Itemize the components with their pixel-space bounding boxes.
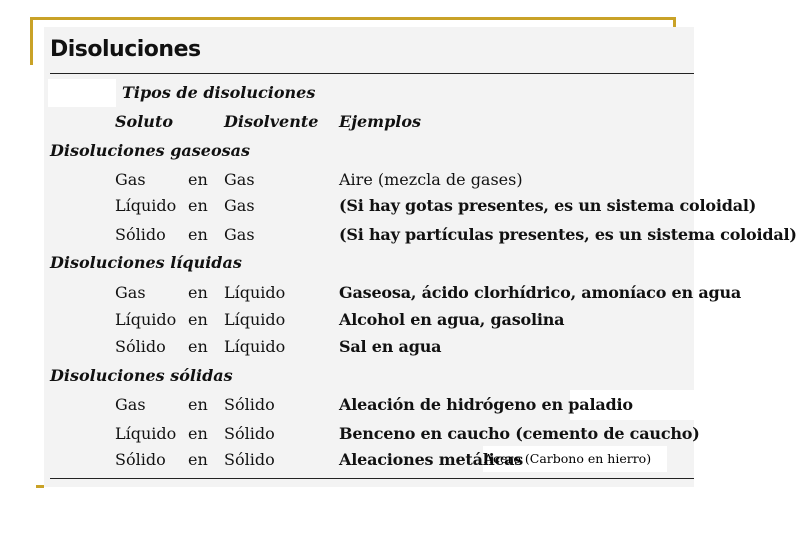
header-disolvente: Disolvente: [224, 112, 319, 131]
cell-soluto: Gas: [115, 170, 146, 189]
section-title: Disoluciones líquidas: [50, 253, 242, 272]
cell-disolvente: Sólido: [224, 450, 275, 469]
cell-soluto: Sólido: [115, 337, 166, 356]
cell-disolvente: Sólido: [224, 424, 275, 443]
cell-disolvente: Líquido: [224, 310, 286, 329]
cell-ejemplo: Sal en agua: [339, 337, 442, 356]
header-ejemplos: Ejemplos: [339, 112, 422, 131]
table-caption: Tipos de disoluciones: [122, 83, 316, 102]
cell-soluto: Gas: [115, 395, 146, 414]
header-soluto: Soluto: [115, 112, 173, 131]
cell-disolvente: Gas: [224, 225, 255, 244]
scan-blank-area: [48, 79, 116, 107]
cell-soluto: Sólido: [115, 225, 166, 244]
cell-ejemplo: (Si hay partículas presentes, es un sistema coloidal): [339, 225, 797, 244]
cell-soluto: Líquido: [115, 310, 177, 329]
cell-en: en: [188, 225, 208, 244]
cell-en: en: [188, 337, 208, 356]
cell-disolvente: Sólido: [224, 395, 275, 414]
section-title: Disoluciones sólidas: [50, 366, 233, 385]
cell-disolvente: Líquido: [224, 283, 286, 302]
cell-ejemplo: Alcohol en agua, gasolina: [339, 310, 565, 329]
section-title: Disoluciones gaseosas: [50, 141, 251, 160]
cell-ejemplo: Aleación de hidrógeno en paladio: [339, 395, 633, 414]
slide-frame-top: [30, 17, 676, 20]
cell-ejemplo: (Si hay gotas presentes, es un sistema coloidal): [339, 196, 757, 215]
cell-en: en: [188, 196, 208, 215]
page-title: Disoluciones: [50, 37, 201, 62]
cell-en: en: [188, 395, 208, 414]
cell-en: en: [188, 170, 208, 189]
slide-frame-tick: [36, 485, 44, 488]
cell-disolvente: Gas: [224, 170, 255, 189]
cell-ejemplo: Benceno en caucho (cemento de caucho): [339, 424, 700, 443]
cell-disolvente: Gas: [224, 196, 255, 215]
added-example-note: Acero (Carbono en hierro): [484, 451, 652, 466]
cell-soluto: Gas: [115, 283, 146, 302]
top-rule: [50, 73, 694, 74]
slide-frame-left: [30, 17, 33, 65]
cell-en: en: [188, 450, 208, 469]
cell-ejemplo: Gaseosa, ácido clorhídrico, amoníaco en agua: [339, 283, 742, 302]
cell-en: en: [188, 283, 208, 302]
bottom-rule: [50, 478, 694, 479]
cell-soluto: Sólido: [115, 450, 166, 469]
cell-en: en: [188, 424, 208, 443]
cell-ejemplo: Aleaciones metálicas: [339, 450, 524, 469]
cell-disolvente: Líquido: [224, 337, 286, 356]
cell-soluto: Líquido: [115, 424, 177, 443]
cell-soluto: Líquido: [115, 196, 177, 215]
cell-en: en: [188, 310, 208, 329]
cell-ejemplo: Aire (mezcla de gases): [339, 170, 523, 189]
